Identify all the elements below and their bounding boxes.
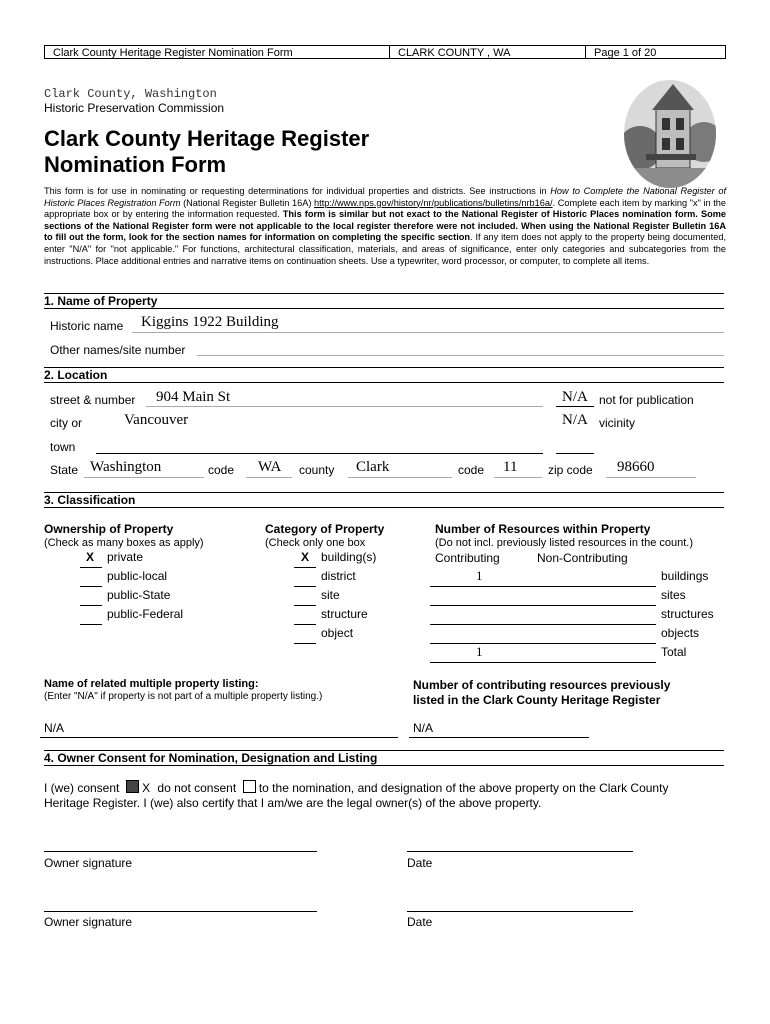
- ownership-public-local-line: [80, 586, 102, 587]
- category-building-label: building(s): [321, 550, 377, 564]
- category-subtitle: (Check only one box: [265, 537, 366, 549]
- zip-value[interactable]: 98660: [617, 459, 655, 475]
- structures-label: structures: [661, 607, 714, 621]
- page-title-line-2: Nomination Form: [44, 152, 227, 177]
- county-code-label: code: [458, 463, 485, 477]
- city-value[interactable]: Vancouver: [124, 412, 189, 428]
- buildings-label: buildings: [661, 569, 709, 583]
- street-underline: [146, 406, 543, 407]
- state-underline: [84, 477, 204, 478]
- sites-label: sites: [661, 588, 686, 602]
- zip-underline: [606, 477, 696, 478]
- other-names-underline: [197, 355, 724, 356]
- header-cell-county: CLARK COUNTY , WA: [389, 45, 586, 59]
- ownership-public-local-label: public-local: [107, 569, 168, 583]
- instructions-text-1: This form is for use in nominating or requesting determinations for individual properties and districts. See instructions in: [44, 186, 551, 196]
- owner-signature-2-line[interactable]: [44, 911, 317, 912]
- category-district-label: district: [321, 569, 356, 583]
- consent-statement: [44, 780, 668, 795]
- category-structure-line: [294, 624, 316, 625]
- do-not-consent-label: do not consent: [157, 781, 237, 795]
- category-building-line: [294, 567, 316, 568]
- related-listing-subtitle: (Enter "N/A" if property is not part of a multiple property listing.): [44, 691, 323, 702]
- street-label: street & number: [50, 393, 136, 407]
- vicinity-label: vicinity: [599, 416, 636, 430]
- state-code-value[interactable]: WA: [258, 459, 282, 475]
- total-underline: [430, 662, 656, 663]
- ownership-row-private[interactable]: [80, 550, 230, 568]
- ownership-subtitle: (Check as many boxes as apply): [44, 537, 204, 549]
- category-site-label: site: [321, 588, 340, 602]
- resources-row-structures: [430, 607, 730, 625]
- instructions-paragraph: [44, 186, 726, 267]
- agency-commission: Historic Preservation Commission: [44, 101, 225, 115]
- nps-bulletin-link[interactable]: http://www.nps.gov/history/nr/publications/bulletins/nrb16a/: [314, 197, 553, 208]
- ownership-public-state-label: public-State: [107, 588, 171, 602]
- state-value[interactable]: Washington: [90, 459, 162, 475]
- category-row-object[interactable]: [294, 626, 434, 644]
- header-cell-form-name: Clark County Heritage Register Nomination Form: [44, 45, 390, 59]
- buildings-contributing-value[interactable]: 1: [476, 568, 483, 583]
- resources-row-buildings: [430, 569, 730, 587]
- ownership-public-state-line: [80, 605, 102, 606]
- vicinity-underline: [556, 453, 594, 454]
- structures-underline: [430, 624, 656, 625]
- section-1-heading: 1. Name of Property: [44, 293, 724, 309]
- ownership-private-line: [80, 567, 102, 568]
- resources-row-objects: [430, 626, 730, 644]
- ownership-private-label: private: [107, 550, 144, 564]
- instructions-bold-note: This form is similar but not exact to the National Register of Historic Places nomination form. Some sections of the National Register form were not applicable to the local register therefore were not included. When using the National Register Bulletin 16A to fill out the form, look for the section names for information on completing the specific section: [44, 209, 726, 243]
- do-not-consent-checkbox[interactable]: [243, 780, 256, 793]
- owner-signature-2-label: Owner signature: [44, 915, 133, 929]
- instructions-text-2: (National Register Bulletin 16A): [180, 197, 315, 208]
- category-object-line: [294, 643, 316, 644]
- previously-listed-title-line-1: Number of contributing resources previously: [413, 678, 671, 692]
- previously-listed-value[interactable]: N/A: [413, 721, 434, 735]
- consent-statement-line-2: Heritage Register. I (we) also certify that I am/we are the legal owner(s) of the above property.: [44, 796, 542, 810]
- category-row-building[interactable]: [294, 550, 434, 568]
- objects-label: objects: [661, 626, 700, 640]
- consent-checkbox-checked[interactable]: [126, 780, 139, 793]
- date-1-label: Date: [407, 856, 433, 870]
- section-3-heading: 3. Classification: [44, 492, 724, 508]
- not-for-publication-value[interactable]: N/A: [562, 389, 588, 405]
- date-2-line[interactable]: [407, 911, 633, 912]
- zip-label: zip code: [548, 463, 593, 477]
- county-code-underline: [494, 477, 542, 478]
- related-listing-underline: [40, 737, 398, 738]
- ownership-title: Ownership of Property: [44, 522, 174, 536]
- owner-signature-1-label: Owner signature: [44, 856, 133, 870]
- resources-title: Number of Resources within Property: [435, 522, 651, 536]
- historic-name-label: Historic name: [50, 319, 124, 333]
- resources-subtitle: (Do not incl. previously listed resources in the count.): [435, 537, 694, 549]
- previously-listed-underline: [409, 737, 589, 738]
- related-listing-title: Name of related multiple property listing:: [44, 678, 259, 690]
- other-names-label: Other names/site number: [50, 343, 186, 357]
- ownership-public-federal-label: public-Federal: [107, 607, 184, 621]
- category-title: Category of Property: [265, 522, 385, 536]
- town-label: town: [50, 440, 76, 454]
- date-2-label: Date: [407, 915, 433, 929]
- historic-name-value[interactable]: Kiggins 1922 Building: [141, 314, 279, 330]
- non-contributing-header: Non-Contributing: [537, 551, 628, 565]
- previously-listed-title-line-2: listed in the Clark County Heritage Register: [413, 693, 661, 707]
- county-value[interactable]: Clark: [356, 459, 390, 475]
- buildings-underline: [430, 586, 656, 587]
- header-cell-page: Page 1 of 20: [585, 45, 726, 59]
- ownership-private-mark: X: [86, 550, 95, 564]
- category-district-line: [294, 586, 316, 587]
- total-contributing-value[interactable]: 1: [476, 644, 483, 659]
- county-code-value[interactable]: 11: [503, 459, 518, 475]
- category-row-site[interactable]: [294, 588, 434, 606]
- section-4-heading: 4. Owner Consent for Nomination, Designation and Listing: [44, 750, 724, 766]
- county-label: county: [299, 463, 335, 477]
- instructions-text-4: . If any item does not apply to the property being documented, enter "N/A" for "not applicable." For functions, architectural classification, materials, and areas of significance, enter only categories and subcategories from the instructions. Place additional entries and narrative items on continuation sheets. Use a typewriter, word processor, or computer, to complete all items.: [44, 232, 726, 266]
- consent-statement-rest: to the nomination, and designation of the above property on the Clark County: [258, 781, 669, 795]
- not-for-publication-underline: [556, 406, 594, 407]
- resources-row-sites: [430, 588, 730, 606]
- city-label: city or: [50, 416, 83, 430]
- category-site-line: [294, 605, 316, 606]
- ownership-public-federal-line: [80, 624, 102, 625]
- consent-label: I (we) consent: [44, 781, 120, 795]
- total-label: Total: [661, 645, 687, 659]
- state-code-underline: [246, 477, 292, 478]
- ownership-row-public-federal[interactable]: [80, 607, 230, 625]
- not-for-publication-label: not for publication: [599, 393, 694, 407]
- resources-row-total: [430, 645, 730, 663]
- street-value[interactable]: 904 Main St: [156, 389, 231, 405]
- ownership-row-public-local[interactable]: [80, 569, 230, 587]
- ownership-row-public-state[interactable]: [80, 588, 230, 606]
- category-row-structure[interactable]: [294, 607, 434, 625]
- historic-name-underline: [132, 332, 724, 333]
- county-underline: [348, 477, 452, 478]
- related-listing-value[interactable]: N/A: [44, 721, 65, 735]
- historic-house-illustration: [618, 78, 722, 190]
- category-row-district[interactable]: [294, 569, 434, 587]
- date-1-line[interactable]: [407, 851, 633, 852]
- objects-underline: [430, 643, 656, 644]
- sites-underline: [430, 605, 656, 606]
- instructions-italic-title: How to Complete the National Register of Historic Places Registration Form: [44, 186, 726, 208]
- page-title-line-1: Clark County Heritage Register: [44, 126, 370, 151]
- vicinity-value[interactable]: N/A: [562, 412, 588, 428]
- page-title: [44, 126, 369, 178]
- previously-listed-title: [413, 678, 670, 708]
- owner-signature-1-line[interactable]: [44, 851, 317, 852]
- city-underline: [96, 453, 543, 454]
- state-code-label: code: [208, 463, 235, 477]
- category-object-label: object: [321, 626, 354, 640]
- category-building-mark: X: [301, 550, 310, 564]
- contributing-header: Contributing: [435, 551, 500, 565]
- agency-name: Clark County, Washington: [44, 87, 217, 101]
- consent-mark: X: [142, 781, 151, 795]
- instructions-text-3: . Complete each item by marking "x" in the appropriate box or by entering the information requested.: [44, 197, 726, 220]
- state-label: State: [50, 463, 79, 477]
- category-structure-label: structure: [321, 607, 368, 621]
- section-2-heading: 2. Location: [44, 367, 724, 383]
